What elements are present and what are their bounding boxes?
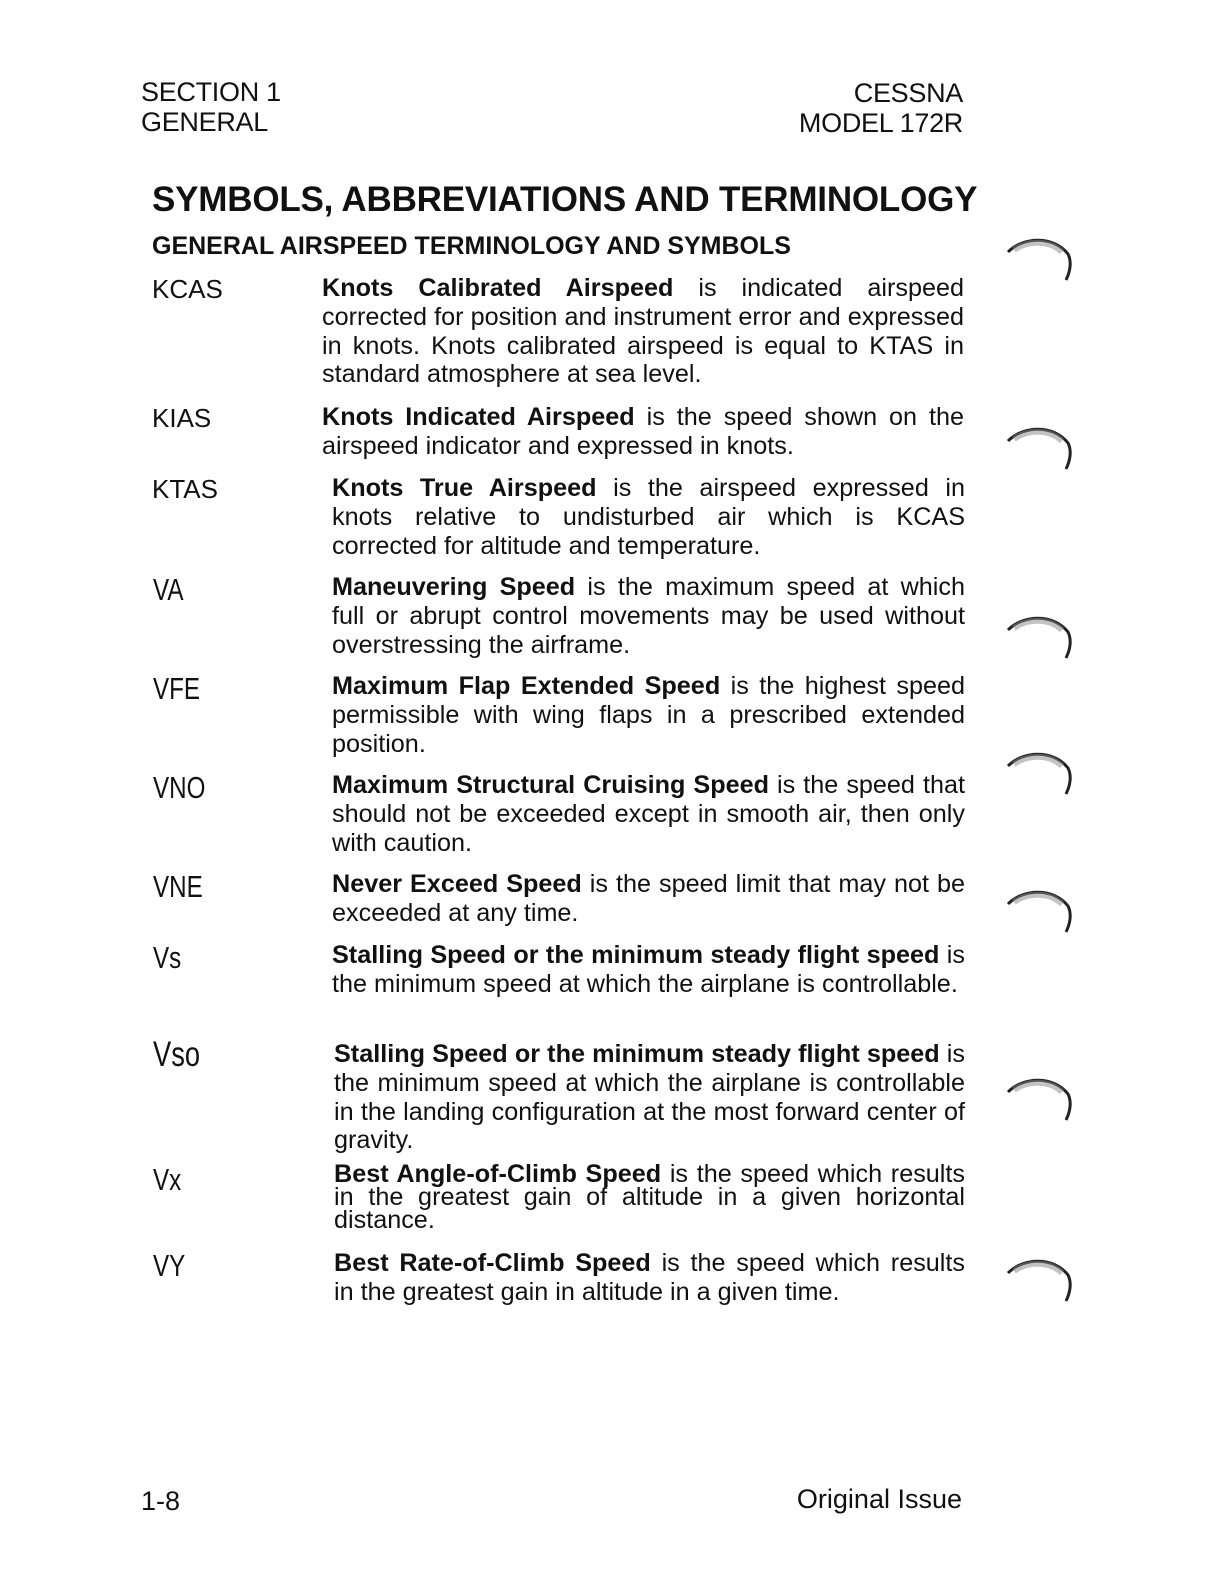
binder-ring-icon <box>1004 1074 1074 1124</box>
entry-term: Maximum Structural Cruising Speed <box>332 771 769 799</box>
page-title: SYMBOLS, ABBREVIATIONS AND TERMINOLOGY <box>152 180 978 219</box>
entry-symbol: KTAS <box>152 474 218 504</box>
entry-term: Never Exceed Speed <box>332 870 582 898</box>
entry-term: Knots Indicated Airspeed <box>322 403 635 431</box>
entry-text: is the minimum speed at which the airplane is controllable. <box>332 941 965 998</box>
entry-term: Maneuvering Speed <box>332 573 576 601</box>
entry-term: Stalling Speed or the minimum steady flight speed <box>334 1040 940 1068</box>
entry-term: Stalling Speed or the minimum steady flight speed <box>332 941 940 969</box>
binder-ring-icon <box>1004 612 1074 662</box>
entry-text: is the speed which results in the greatest gain of altitude in a given horizontal distance. <box>334 1160 965 1234</box>
entry-text: is the speed shown on the airspeed indicator and expressed in knots. <box>322 403 964 460</box>
entry-symbol: KIAS <box>152 403 212 433</box>
entry-symbol: VA <box>153 572 184 607</box>
entry-text: is the highest speed permissible with wing flaps in a prescribed extended position. <box>332 672 966 758</box>
entry-definition <box>322 403 964 461</box>
page-number: 1-8 <box>141 1486 181 1516</box>
entry-text: is the speed that should not be exceeded except in smooth air, then only with caution. <box>332 771 965 857</box>
entry-definition <box>332 941 965 999</box>
entry-term: Maximum Flap Extended Speed <box>332 672 721 700</box>
entry-definition <box>322 274 964 389</box>
entry-symbol: VFE <box>153 671 201 706</box>
binder-ring-icon <box>1004 1255 1074 1305</box>
entry-term: Knots True Airspeed <box>332 474 597 502</box>
entry-symbol: Vx <box>153 1162 182 1197</box>
entry-text: is indicated airspeed corrected for position and instrument error and expressed in knots. Knots calibrated airspeed is equal to KTAS in standard atmosphere at sea level. <box>322 274 964 389</box>
entry-definition <box>332 672 965 758</box>
binder-ring-icon <box>1004 234 1074 284</box>
aircraft-model: MODEL 172R <box>798 108 963 138</box>
section-name: GENERAL <box>141 107 268 137</box>
manufacturer: CESSNA <box>853 78 963 108</box>
entry-definition <box>334 1160 965 1234</box>
entry-term: Best Angle-of-Climb Speed <box>334 1160 662 1188</box>
entry-text: is the maximum speed at which full or abrupt control movements may be used without overstressing the airframe. <box>332 573 965 659</box>
running-header-right <box>799 78 963 138</box>
entry-text: is the speed which results in the greatest gain in altitude in a given time. <box>334 1249 965 1306</box>
binder-ring-icon <box>1004 886 1074 936</box>
binder-ring-icon <box>1004 748 1074 798</box>
section-subtitle: GENERAL AIRSPEED TERMINOLOGY AND SYMBOLS <box>152 232 791 260</box>
entry-text: is the minimum speed at which the airplane is controllable in the landing configuration at the most forward center of gravity. <box>334 1040 965 1155</box>
entry-symbol: Vso <box>153 1035 201 1074</box>
entry-term: Knots Calibrated Airspeed <box>322 274 674 302</box>
entry-text: is the airspeed expressed in knots relative to undisturbed air which is KCAS corrected for altitude and temperature. <box>332 474 965 560</box>
entry-symbol: Vs <box>153 940 182 975</box>
entry-symbol: VNO <box>153 770 206 805</box>
entry-text: is the speed limit that may not be exceeded at any time. <box>332 870 965 927</box>
binder-ring-icon <box>1004 423 1074 473</box>
entry-definition <box>332 573 965 659</box>
entry-symbol: VNE <box>153 869 203 904</box>
entry-symbol: VY <box>153 1248 186 1283</box>
entry-definition <box>332 870 965 928</box>
entry-definition <box>334 1040 965 1155</box>
issue-label: Original Issue <box>796 1484 962 1514</box>
section-number: SECTION 1 <box>141 77 281 107</box>
entry-symbol: KCAS <box>152 274 223 304</box>
running-header-left <box>141 77 281 137</box>
entry-definition <box>332 771 965 857</box>
entry-definition <box>334 1249 965 1307</box>
entry-term: Best Rate-of-Climb Speed <box>334 1249 651 1277</box>
entry-definition <box>332 474 965 560</box>
